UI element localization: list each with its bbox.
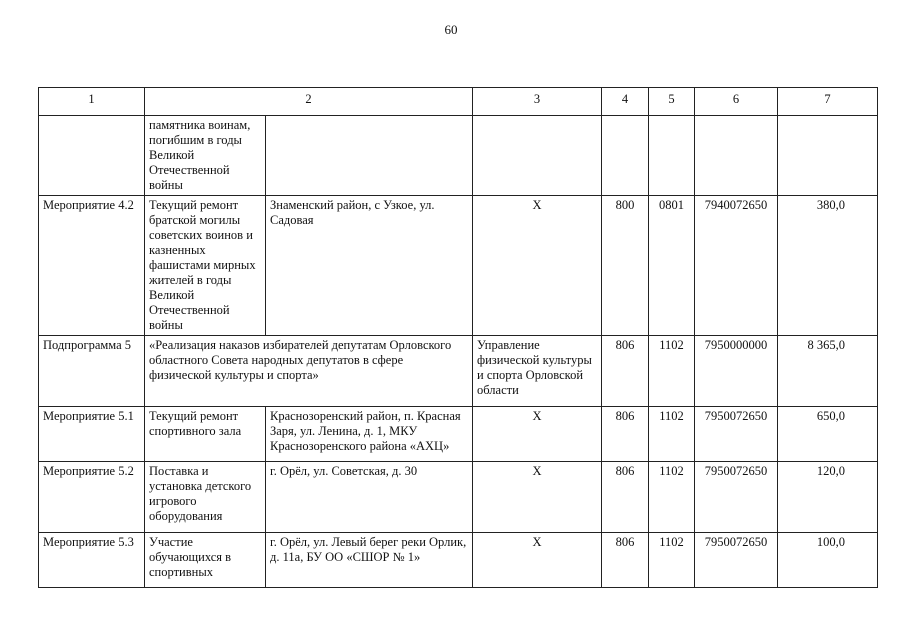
header-cell: 3 [473, 88, 602, 116]
table-cell [602, 116, 649, 196]
table-cell: Краснозоренский район, п. Красная Заря, ул. Ленина, д. 1, МКУ Краснозоренского района «АХЦ» [266, 407, 473, 462]
header-cell: 7 [778, 88, 878, 116]
table-cell: Х [473, 533, 602, 588]
table-cell: памятника воинам, погибшим в годы Великой Отечественной войны [145, 116, 266, 196]
table-cell [39, 116, 145, 196]
table-cell: 380,0 [778, 196, 878, 336]
table-cell: 7950000000 [695, 336, 778, 407]
table-row [39, 533, 878, 588]
table-cell: Поставка и установка детского игрового оборудования [145, 462, 266, 533]
header-cell: 6 [695, 88, 778, 116]
table-cell: 1102 [649, 336, 695, 407]
table-row [39, 407, 878, 462]
header-cell: 1 [39, 88, 145, 116]
table-cell: Текущий ремонт спортивного зала [145, 407, 266, 462]
header-cell: 2 [145, 88, 473, 116]
table-cell: Знаменский район, с Узкое, ул. Садовая [266, 196, 473, 336]
header-cell: 4 [602, 88, 649, 116]
table-cell: г. Орёл, ул. Левый берег реки Орлик, д. 11а, БУ ОО «СШОР № 1» [266, 533, 473, 588]
page-number: 60 [444, 22, 458, 37]
table-row [39, 336, 878, 407]
table-cell: 806 [602, 336, 649, 407]
table-cell: 806 [602, 462, 649, 533]
table-cell: Мероприятие 5.2 [39, 462, 145, 533]
table-cell: 800 [602, 196, 649, 336]
table-cell: Мероприятие 5.3 [39, 533, 145, 588]
table-cell [266, 116, 473, 196]
table-cell: 1102 [649, 533, 695, 588]
table-cell: 7950072650 [695, 533, 778, 588]
table-cell: 806 [602, 533, 649, 588]
table-cell: 1102 [649, 462, 695, 533]
table-cell: 7950072650 [695, 462, 778, 533]
table-row [39, 196, 878, 336]
budget-table [38, 87, 878, 588]
table-cell: 8 365,0 [778, 336, 878, 407]
header-cell: 5 [649, 88, 695, 116]
table-cell: 1102 [649, 407, 695, 462]
table-cell [473, 116, 602, 196]
table-header-row [39, 88, 878, 116]
table-cell: Х [473, 196, 602, 336]
table-cell: г. Орёл, ул. Советская, д. 30 [266, 462, 473, 533]
table-cell: 650,0 [778, 407, 878, 462]
table-cell [695, 116, 778, 196]
table-row [39, 116, 878, 196]
table-cell: Текущий ремонт братской могилы советских воинов и казненных фашистами мирных жителей в годы Великой Отечественной войны [145, 196, 266, 336]
table-cell: Управление физической культуры и спорта Орловской области [473, 336, 602, 407]
table-cell: Мероприятие 5.1 [39, 407, 145, 462]
table-cell: 7940072650 [695, 196, 778, 336]
table-cell [778, 116, 878, 196]
table-cell: 0801 [649, 196, 695, 336]
table-cell: 100,0 [778, 533, 878, 588]
table-cell: Подпрограмма 5 [39, 336, 145, 407]
table-cell: Участие обучающихся в спортивных [145, 533, 266, 588]
table-cell [649, 116, 695, 196]
table-row [39, 462, 878, 533]
table-cell: «Реализация наказов избирателей депутатам Орловского областного Совета народных депутатов в сфере физической культуры и спорта» [145, 336, 473, 407]
table-cell: 806 [602, 407, 649, 462]
table-cell: Х [473, 407, 602, 462]
table-cell: Х [473, 462, 602, 533]
table-cell: Мероприятие 4.2 [39, 196, 145, 336]
table-cell: 7950072650 [695, 407, 778, 462]
table-cell: 120,0 [778, 462, 878, 533]
